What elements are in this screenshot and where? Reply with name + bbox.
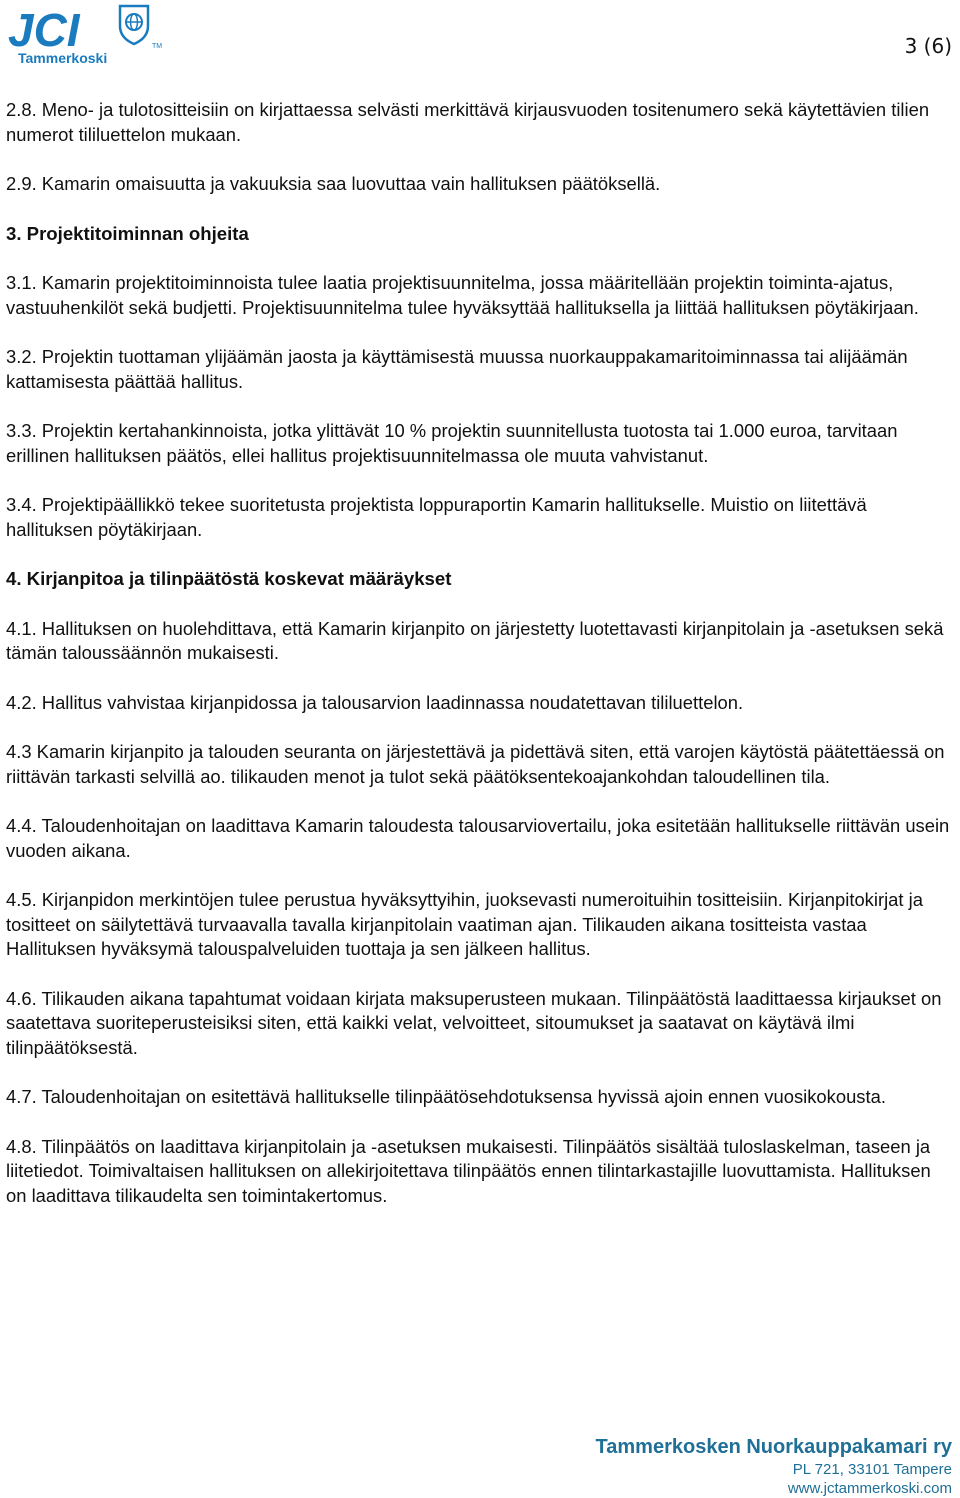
paragraph: 3.4. Projektipäällikkö tekee suoritetusta projektista loppuraportin Kamarin hallitukselle. Muistio on liitettävä hallituksen pöytäkirjaan. [6, 494, 867, 540]
logo-tm: TM [152, 43, 163, 50]
paragraph-gap [6, 592, 954, 617]
paragraph: 3.1. Kamarin projektitoiminnoista tulee laatia projektisuunnitelma, jossa määritellään projektin toiminta-ajatus, vastuuhenkilöt sekä budjetti. Projektisuunnitelma tulee hyväksyttää hallituksella ja liittää hallituksen pöytäkirjaan. [6, 272, 919, 318]
footer [596, 1434, 952, 1498]
paragraph: 2.9. Kamarin omaisuutta ja vakuuksia saa luovuttaa vain hallituksen päätöksellä. [6, 173, 661, 194]
page-number: 3 (6) [904, 34, 952, 58]
paragraph-gap [6, 789, 954, 814]
footer-web[interactable]: www.jctammerkoski.com [787, 1480, 952, 1497]
paragraph: 4.7. Taloudenhoitajan on esitettävä hallitukselle tilinpäätösehdotuksensa hyvissä ajoin ennen vuosikokousta. [6, 1086, 886, 1107]
paragraph-gap [6, 147, 954, 172]
paragraph: 4.2. Hallitus vahvistaa kirjanpidossa ja talousarvion laadinnassa noudatettavan tililuettelon. [6, 691, 744, 713]
paragraph: 3.2. Projektin tuottaman ylijäämän jaosta ja käyttämisestä muussa nuorkauppakamaritoiminnassa tai alijäämän kattamisesta päättää hallitus. [6, 346, 908, 392]
paragraph-gap [6, 542, 954, 567]
section-heading: 4. Kirjanpitoa ja tilinpäätöstä koskevat määräykset [6, 568, 452, 589]
paragraph-gap [6, 1060, 954, 1085]
paragraph: 4.4. Taloudenhoitajan on laadittava Kamarin taloudesta talousarviovertailu, joka esitetään hallitukselle riittävän usein vuoden aikana. [6, 815, 950, 861]
paragraph-gap [6, 1110, 954, 1135]
paragraph: 4.6. Tilikauden aikana tapahtumat voidaan kirjata maksuperusteen mukaan. Tilinpäätöstä laadittaessa kirjaukset on saatettava suoriteperusteisiksi siten, että kaikki velat, velvoitteet, sitoumukset ja saatavat on käytävä ilmi tilinpäätöksestä. [6, 987, 942, 1058]
paragraph: 4.3 Kamarin kirjanpito ja talouden seuranta on järjestettävä ja pidettävä siten, että varojen käytöstä päätettäessä on riittävän tarkasti selvillä ao. tilikauden menot ja tulot sekä päätöksentekoajankohdan taloudellinen tila. [6, 741, 945, 787]
logo-letters: JCI [8, 4, 80, 56]
globe-icon [120, 6, 148, 44]
paragraph: 4.8. Tilinpäätös on laadittava kirjanpitolain ja -asetuksen mukaisesti. Tilinpäätös sisältää tuloslaskelman, taseen ja liitetiedot. Toimivaltaisen hallituksen on allekirjoitettava tilinpäätös ennen tilintarkastajille luovuttamista. Hallituksen on laadittava tilikaudelta sen toimintakertomus. [6, 1135, 931, 1206]
footer-org: Tammerkosken Nuorkauppakamari ry [595, 1436, 952, 1458]
paragraph-gap [6, 962, 954, 987]
footer-address: PL 721, 33101 Tampere [792, 1461, 952, 1478]
paragraph-gap [6, 715, 954, 740]
paragraph-gap [6, 246, 954, 271]
logo-subtitle: Tammerkoski [18, 50, 108, 66]
jci-logo [6, 2, 166, 66]
paragraph-gap [6, 666, 954, 691]
paragraph-gap [6, 394, 954, 419]
section-heading: 3. Projektitoiminnan ohjeita [6, 222, 249, 244]
paragraph: 4.1. Hallituksen on huolehdittava, että Kamarin kirjanpito on järjestetty luotettavasti kirjanpitolain ja -asetuksen sekä tämän taloussäännön mukaisesti. [6, 617, 944, 663]
document-body [6, 98, 954, 1208]
paragraph: 2.8. Meno- ja tulotositteisiin on kirjattaessa selvästi merkittävä kirjausvuoden tositenumero sekä käytettävien tilien numerot tililuettelon mukaan. [6, 99, 930, 145]
paragraph-gap [6, 863, 954, 888]
paragraph-gap [6, 197, 954, 222]
paragraph: 4.5. Kirjanpidon merkintöjen tulee perustua hyväksyttyihin, juoksevasti numeroituihin tositteisiin. Kirjanpitokirjat ja tositteet on säilytettävä turvaavalla tavalla kirjanpitolain vaatiman ajan. Tilikauden aikana tositteista vastaa Hallituksen hyväksymä talouspalveluiden tuottaja ja sen jälkeen hallitus. [6, 889, 923, 959]
paragraph-gap [6, 320, 954, 345]
paragraph: 3.3. Projektin kertahankinnoista, jotka ylittävät 10 % projektin suunnitellusta tuotosta tai 1.000 euroa, tarvitaan erillinen hallituksen päätös, ellei hallitus projektisuunnitelmassa ole muuta vahvistanut. [6, 420, 898, 466]
paragraph-gap [6, 468, 954, 493]
